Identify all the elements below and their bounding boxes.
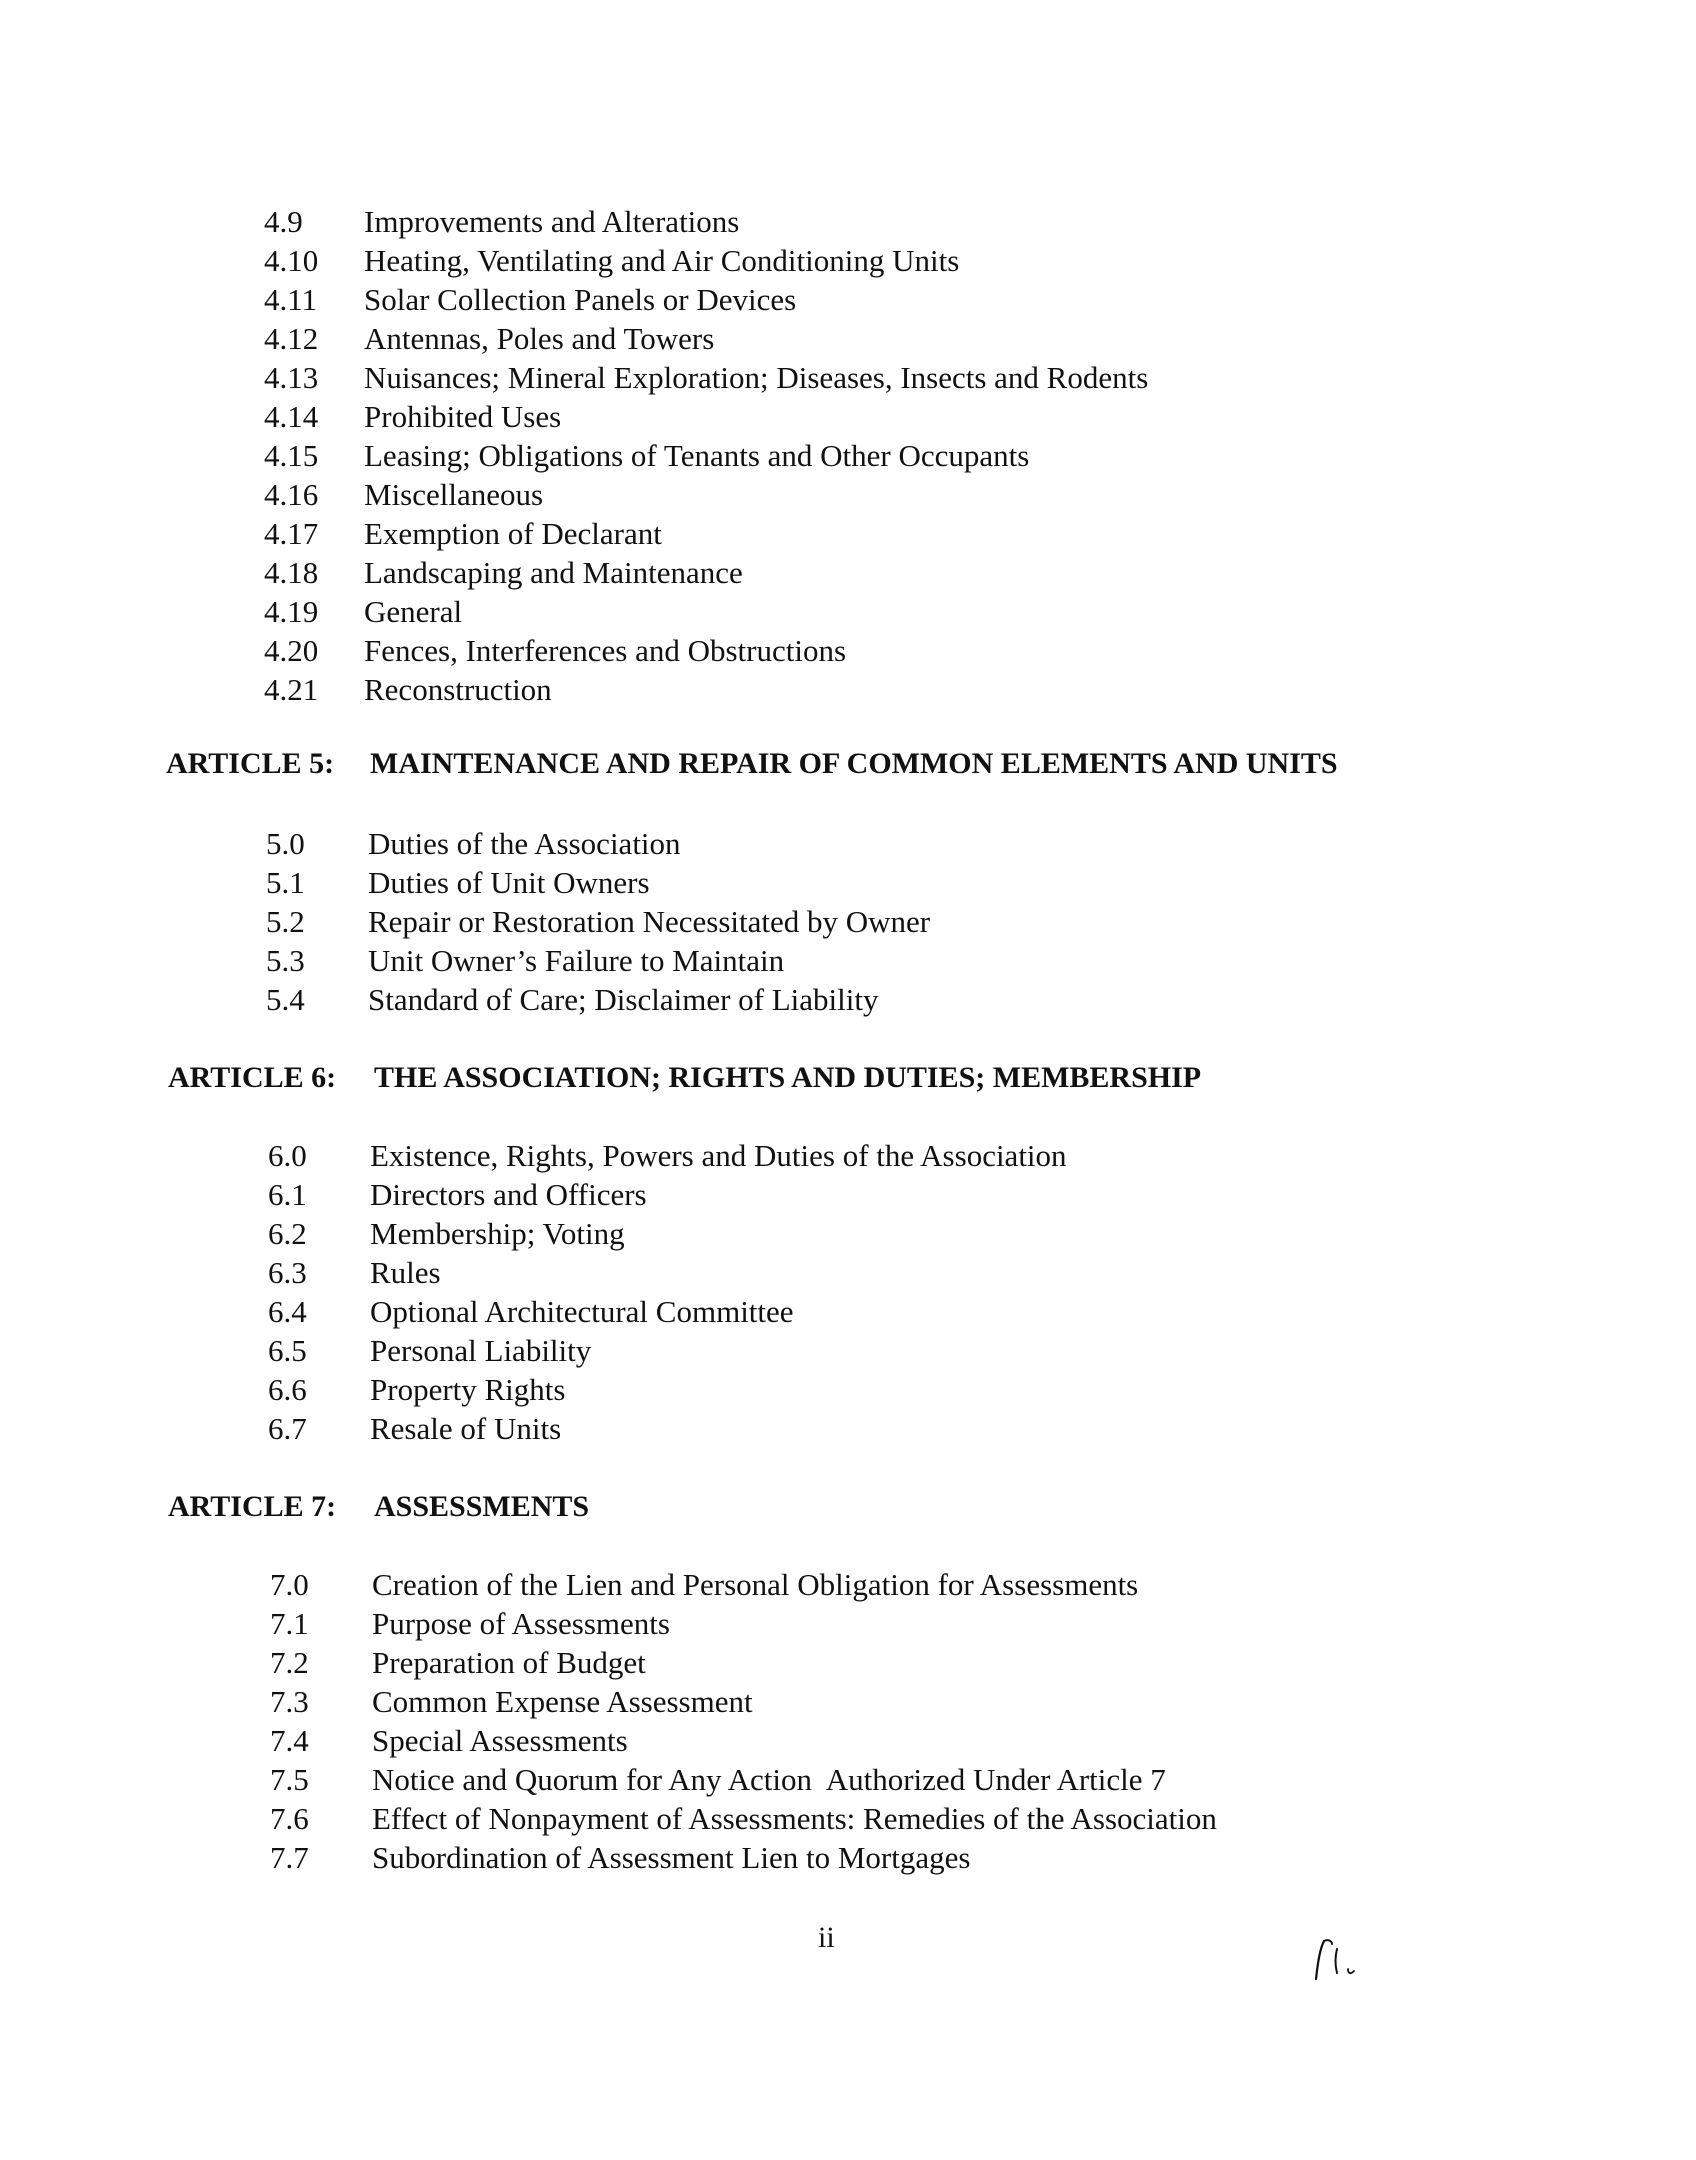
toc-entry-number: 6.6 (268, 1372, 307, 1407)
toc-entry-title: Resale of Units (370, 1411, 562, 1446)
toc-entry-title: Subordination of Assessment Lien to Mortgages (372, 1840, 971, 1875)
toc-entry-number: 7.7 (270, 1840, 309, 1875)
toc-entry-number: 6.0 (268, 1138, 307, 1173)
toc-entry-title: Common Expense Assessment (372, 1684, 753, 1719)
toc-entry-number: 5.4 (266, 982, 305, 1017)
toc-entry-number: 4.21 (264, 672, 319, 707)
toc-entry-title: Miscellaneous (364, 477, 544, 512)
toc-entry-title: Duties of Unit Owners (368, 865, 650, 900)
toc-entry-title: Landscaping and Maintenance (364, 555, 743, 590)
toc-entry-number: 7.2 (270, 1645, 309, 1680)
toc-entry-number: 4.18 (264, 555, 319, 590)
toc-entry-title: Membership; Voting (370, 1216, 625, 1251)
toc-entry-number: 4.11 (264, 282, 318, 317)
toc-entry-number: 7.4 (270, 1723, 309, 1758)
toc-entry-title: Existence, Rights, Powers and Duties of the Association (370, 1138, 1067, 1173)
toc-entry-title: Reconstruction (364, 672, 552, 707)
toc-entry-title: Special Assessments (372, 1723, 628, 1758)
toc-entry-title: Preparation of Budget (372, 1645, 646, 1680)
toc-entry-title: Nuisances; Mineral Exploration; Diseases, Insects and Rodents (364, 360, 1149, 395)
toc-entry-title: Rules (370, 1255, 441, 1290)
toc-entry-number: 4.9 (264, 204, 303, 239)
toc-entry-number: 6.4 (268, 1294, 307, 1329)
page-number: ii (818, 1921, 835, 1954)
toc-entry-number: 6.3 (268, 1255, 307, 1290)
article-label: ARTICLE 6: (168, 1061, 337, 1094)
toc-entry-number: 6.1 (268, 1177, 307, 1212)
toc-entry-number: 4.15 (264, 438, 319, 473)
toc-entry-number: 4.20 (264, 633, 319, 668)
toc-entry-number: 7.0 (270, 1567, 309, 1602)
toc-entry-number: 6.7 (268, 1411, 307, 1446)
toc-entry-number: 6.2 (268, 1216, 307, 1251)
toc-entry-title: Notice and Quorum for Any Action Authorized Under Article 7 (372, 1762, 1166, 1797)
toc-entry-number: 4.10 (264, 243, 319, 278)
toc-entry-number: 5.2 (266, 904, 305, 939)
toc-entry-title: Property Rights (370, 1372, 566, 1407)
toc-entry-number: 4.17 (264, 516, 319, 551)
toc-entry-title: Optional Architectural Committee (370, 1294, 794, 1329)
toc-entry-title: Antennas, Poles and Towers (364, 321, 715, 356)
toc-entry-number: 7.1 (270, 1606, 309, 1641)
toc-entry-number: 7.6 (270, 1801, 309, 1836)
toc-entry-number: 5.1 (266, 865, 305, 900)
toc-entry-number: 4.14 (264, 399, 319, 434)
toc-entry-title: Purpose of Assessments (372, 1606, 670, 1641)
toc-entry-number: 4.16 (264, 477, 319, 512)
article-title: MAINTENANCE AND REPAIR OF COMMON ELEMENTS AND UNITS (370, 747, 1338, 780)
toc-entry-title: Heating, Ventilating and Air Conditioning Units (364, 243, 960, 278)
toc-entry-title: Standard of Care; Disclaimer of Liability (368, 982, 879, 1017)
toc-entry-title: Directors and Officers (370, 1177, 647, 1212)
toc-entry-title: Repair or Restoration Necessitated by Owner (368, 904, 931, 939)
toc-entry-title: Effect of Nonpayment of Assessments: Remedies of the Association (372, 1801, 1217, 1836)
toc-entry-title: Duties of the Association (368, 826, 681, 861)
toc-entry-title: Creation of the Lien and Personal Obligation for Assessments (372, 1567, 1139, 1602)
toc-entry-number: 4.12 (264, 321, 319, 356)
toc-entry-number: 5.0 (266, 826, 305, 861)
toc-entry-title: Leasing; Obligations of Tenants and Other Occupants (364, 438, 1030, 473)
toc-entry-title: Personal Liability (370, 1333, 592, 1368)
toc-entry-title: Exemption of Declarant (364, 516, 662, 551)
toc-entry-title: Prohibited Uses (364, 399, 562, 434)
toc-entry-number: 7.3 (270, 1684, 309, 1719)
toc-entry-title: General (364, 594, 463, 629)
handwritten-initials (1310, 1935, 1370, 1985)
toc-entry-number: 4.13 (264, 360, 319, 395)
toc-entry-number: 5.3 (266, 943, 305, 978)
toc-entry-title: Fences, Interferences and Obstructions (364, 633, 847, 668)
toc-entry-number: 6.5 (268, 1333, 307, 1368)
article-label: ARTICLE 7: (168, 1490, 337, 1523)
toc-entry-title: Unit Owner’s Failure to Maintain (368, 943, 785, 978)
article-label: ARTICLE 5: (166, 747, 335, 780)
toc-entry-number: 7.5 (270, 1762, 309, 1797)
article-title: ASSESSMENTS (374, 1490, 590, 1523)
toc-entry-title: Solar Collection Panels or Devices (364, 282, 797, 317)
toc-entry-title: Improvements and Alterations (364, 204, 740, 239)
toc-entry-number: 4.19 (264, 594, 319, 629)
article-title: THE ASSOCIATION; RIGHTS AND DUTIES; MEMBERSHIP (374, 1061, 1202, 1094)
